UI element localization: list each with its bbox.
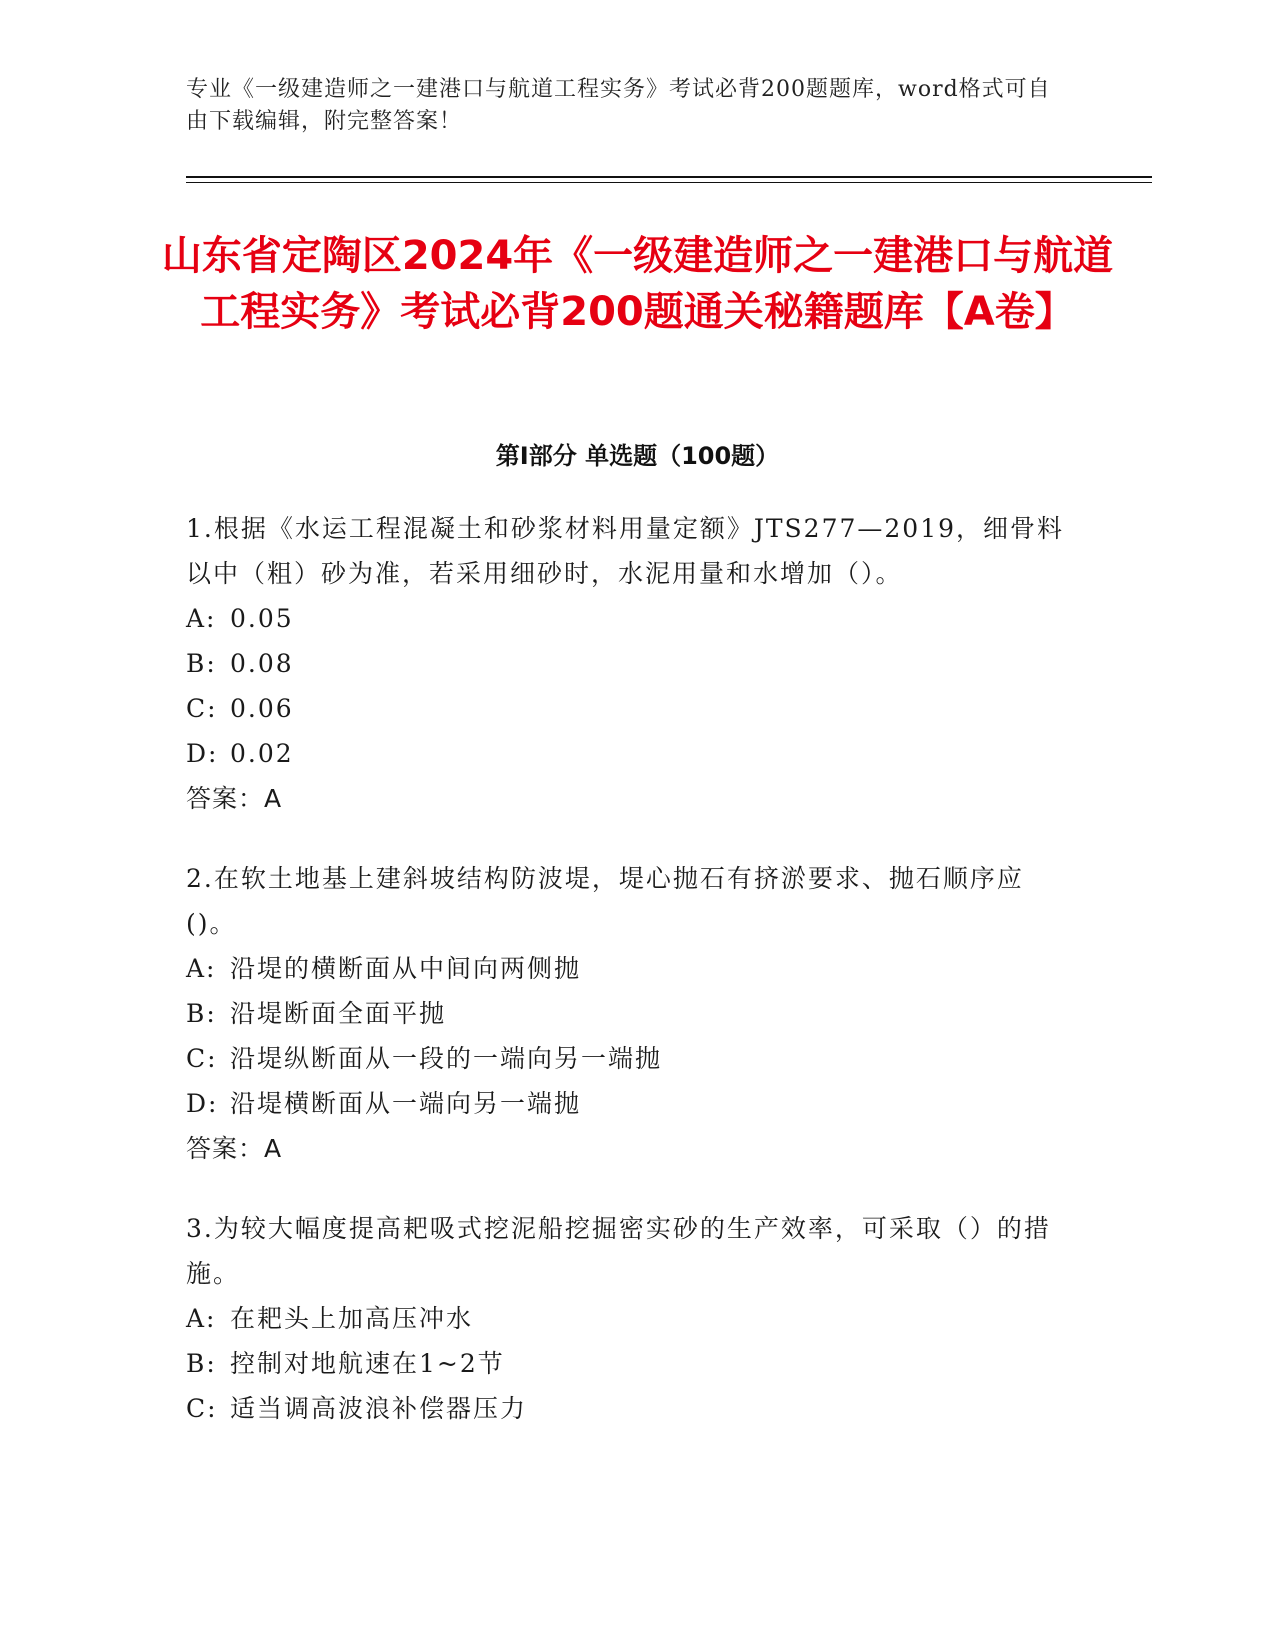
header-divider-thick <box>186 176 1152 178</box>
option-d <box>186 731 1066 776</box>
option-a <box>186 596 1066 641</box>
option-text: 沿堤纵断面从一段的一端向另一端抛 <box>230 1044 663 1073</box>
option-letter: A: <box>186 954 217 983</box>
option-text: 适当调高波浪补偿器压力 <box>230 1394 528 1423</box>
answer-line: 答案：A <box>186 784 283 813</box>
option-text: 0.06 <box>230 694 294 723</box>
option-text: 在耙头上加高压冲水 <box>230 1304 474 1333</box>
answer-line: 答案：A <box>186 1134 283 1163</box>
section-title: 第I部分 单选题（100题） <box>495 442 780 470</box>
question-stem: 1.根据《水运工程混凝土和砂浆材料用量定额》JTS277—2019，细骨料以中（粗）砂为准，若采用细砂时，水泥用量和水增加（）。 <box>186 514 1065 588</box>
option-text: 沿堤横断面从一端向另一端抛 <box>230 1089 582 1118</box>
question-2 <box>186 856 1066 1171</box>
option-letter: B: <box>186 1349 217 1378</box>
option-b <box>186 1341 1066 1386</box>
document-title: 山东省定陶区2024年《一级建造师之一建港口与航道工程实务》考试必背200题通关秘籍题库【A卷】 <box>161 233 1114 335</box>
option-text: 0.05 <box>230 604 294 633</box>
option-letter: B: <box>186 999 217 1028</box>
option-letter: B: <box>186 649 217 678</box>
option-b <box>186 991 1066 1036</box>
question-stem: 3.为较大幅度提高耙吸式挖泥船挖掘密实砂的生产效率，可采取（）的措施。 <box>186 1214 1051 1288</box>
question-3 <box>186 1206 1066 1431</box>
option-letter: A: <box>186 1304 217 1333</box>
option-c <box>186 686 1066 731</box>
option-text: 0.02 <box>230 739 294 768</box>
question-stem: 2.在软土地基上建斜坡结构防波堤，堤心抛石有挤淤要求、抛石顺序应()。 <box>186 864 1024 938</box>
option-c <box>186 1036 1066 1081</box>
option-letter: C: <box>186 1044 218 1073</box>
option-text: 控制对地航速在1~2节 <box>230 1349 505 1378</box>
option-letter: D: <box>186 1089 219 1118</box>
option-letter: A: <box>186 604 217 633</box>
question-1 <box>186 506 1066 821</box>
option-letter: C: <box>186 694 218 723</box>
option-c <box>186 1386 1066 1431</box>
option-a <box>186 946 1066 991</box>
option-letter: D: <box>186 739 219 768</box>
option-text: 0.08 <box>230 649 294 678</box>
header-note: 专业《一级建造师之一建港口与航道工程实务》考试必背200题题库，word格式可自由下载编辑，附完整答案！ <box>186 77 1051 134</box>
header-divider-thin <box>186 182 1152 183</box>
option-text: 沿堤的横断面从中间向两侧抛 <box>230 954 582 983</box>
option-d <box>186 1081 1066 1126</box>
option-a <box>186 1296 1066 1341</box>
option-text: 沿堤断面全面平抛 <box>230 999 447 1028</box>
option-letter: C: <box>186 1394 218 1423</box>
option-b <box>186 641 1066 686</box>
